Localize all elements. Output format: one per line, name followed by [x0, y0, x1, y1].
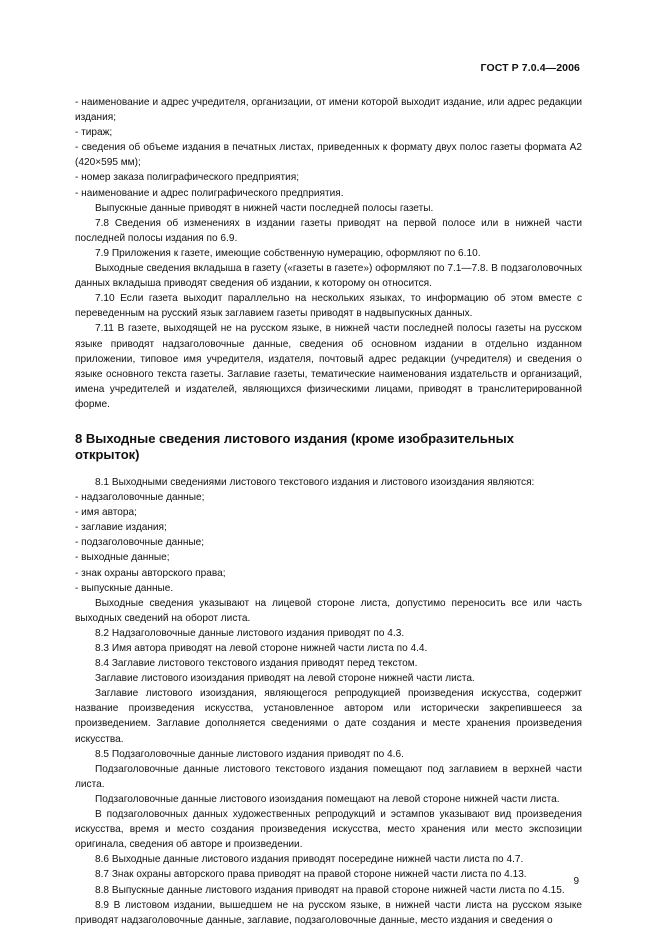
section-8-paragraph: 8.4 Заглавие листового текстового издания приводят перед текстом.: [95, 658, 418, 670]
section-8-paragraph: 8.3 Имя автора приводят на левой стороне нижней части листа по 4.4.: [95, 643, 428, 654]
section-8-paragraph: В подзаголовочных данных художественных репродукций и эстампов указывают вид произведения искусства, время и место создания произведения искусства, место хранения или место экспозиции оригинала, сведения об авторе и произведении.: [75, 809, 582, 851]
section-7-paragraph: - наименование и адрес полиграфического предприятия.: [75, 187, 344, 199]
section-8-heading: 8 Выходные сведения листового издания (кроме изобразительных открыток): [75, 430, 514, 462]
section-7-paragraph: - тираж;: [75, 127, 113, 139]
section-8-paragraph: Подзаголовочные данные листового текстового издания помещают под заглавием в верхней части листа.: [75, 763, 582, 790]
section-7-paragraph: 7.8 Сведения об изменениях в издании газеты приводят на первой полосе или в нижней части последней полосы издания по 6.9.: [75, 217, 582, 244]
section-8-paragraph: 8.2 Надзаголовочные данные листового издания приводят по 4.3.: [95, 627, 405, 639]
section-8-paragraph: 8.8 Выпускные данные листового издания приводят на правой стороне нижней части листа по 4.15.: [95, 884, 565, 896]
section-8-paragraph: Подзаголовочные данные листового изоиздания помещают на левой стороне нижней части листа.: [95, 793, 560, 805]
section-7-paragraph: Выходные сведения вкладыша в газету («газеты в газете») оформляют по 7.1—7.8. В подзаголовочных данных вкладыша приводят сведения об издании, к которому он относится.: [75, 263, 582, 290]
section-8-paragraph: Выходные сведения указывают на лицевой стороне листа, допустимо переносить все или часть выходных сведений на оборот листа.: [75, 597, 582, 624]
section-7-paragraph: - сведения об объеме издания в печатных листах, приведенных к формату двух полос газеты формата А2 (420×595 мм);: [75, 142, 582, 169]
section-7-paragraph: - наименование и адрес учредителя, организации, от имени которой выходит издание, или адрес редакции издания;: [75, 97, 582, 124]
section-7-paragraph: 7.9 Приложения к газете, имеющие собственную нумерацию, оформляют по 6.10.: [95, 247, 481, 259]
section-8-paragraph: - надзаголовочные данные;: [75, 492, 205, 504]
page-number: 9: [573, 876, 579, 887]
section-8-text: [75, 475, 582, 928]
section-7-paragraph: - номер заказа полиграфического предприятия;: [75, 172, 300, 184]
section-8-paragraph: 8.7 Знак охраны авторского права приводят на правой стороне нижней части листа по 4.13.: [95, 869, 527, 881]
section-8-paragraph: - заглавие издания;: [75, 522, 167, 534]
document-header: ГОСТ Р 7.0.4—2006: [480, 62, 580, 74]
section-7-paragraph: Выпускные данные приводят в нижней части последней полосы газеты.: [95, 202, 434, 214]
section-8-paragraph: Заглавие листового изоиздания приводят на левой стороне нижней части листа.: [95, 673, 475, 685]
section-7-paragraph: 7.11 В газете, выходящей не на русском языке, в нижней части последней полосы газеты на русском языке приводят надзаголовочные данные, сведения об основном издании в отдельно изданном приложении, типовое имя учредителя, издателя, почтовый адрес редакции (учредителя) и сведения о языке основного текста газеты. Заглавие газеты, тематические наименования издательств и организаций, имена учредителей и издателей, являющихся физическими лицами, приводят в транслитерированной форме.: [75, 323, 582, 410]
section-8-paragraph: 8.1 Выходными сведениями листового текстового издания и листового изоиздания являются:: [95, 476, 535, 488]
section-8-paragraph: - выпускные данные.: [75, 582, 174, 594]
section-8-paragraph: - выходные данные;: [75, 552, 170, 564]
section-8-paragraph: 8.5 Подзаголовочные данные листового издания приводят по 4.6.: [95, 748, 404, 760]
page-content: [75, 95, 582, 928]
section-8-paragraph: 8.6 Выходные данные листового издания приводят посередине нижней части листа по 4.7.: [95, 854, 524, 866]
section-7-text: [75, 95, 582, 412]
section-7-paragraph: 7.10 Если газета выходит параллельно на нескольких языках, то информацию об этом вместе с переведенным на русский язык заглавием газеты приводят в надвыпускных данных.: [75, 293, 582, 320]
section-8-paragraph: - имя автора;: [75, 507, 137, 519]
section-8-paragraph: 8.9 В листовом издании, вышедшем не на русском языке, в нижней части листа на русском языке приводят надзаголовочные данные, заглавие, подзаголовочные данные, место издания и сведения о: [75, 899, 582, 926]
section-8-paragraph: - подзаголовочные данные;: [75, 537, 205, 549]
section-8-paragraph: Заглавие листового изоиздания, являющегося репродукцией произведения искусства, содержит название произведения искусства, установленное автором или исторически закрепившееся за произведением. Заглавие дополняется сведениями о дате создания и месте хранения произведения искусства.: [75, 688, 582, 745]
section-8-paragraph: - знак охраны авторского права;: [75, 567, 226, 579]
